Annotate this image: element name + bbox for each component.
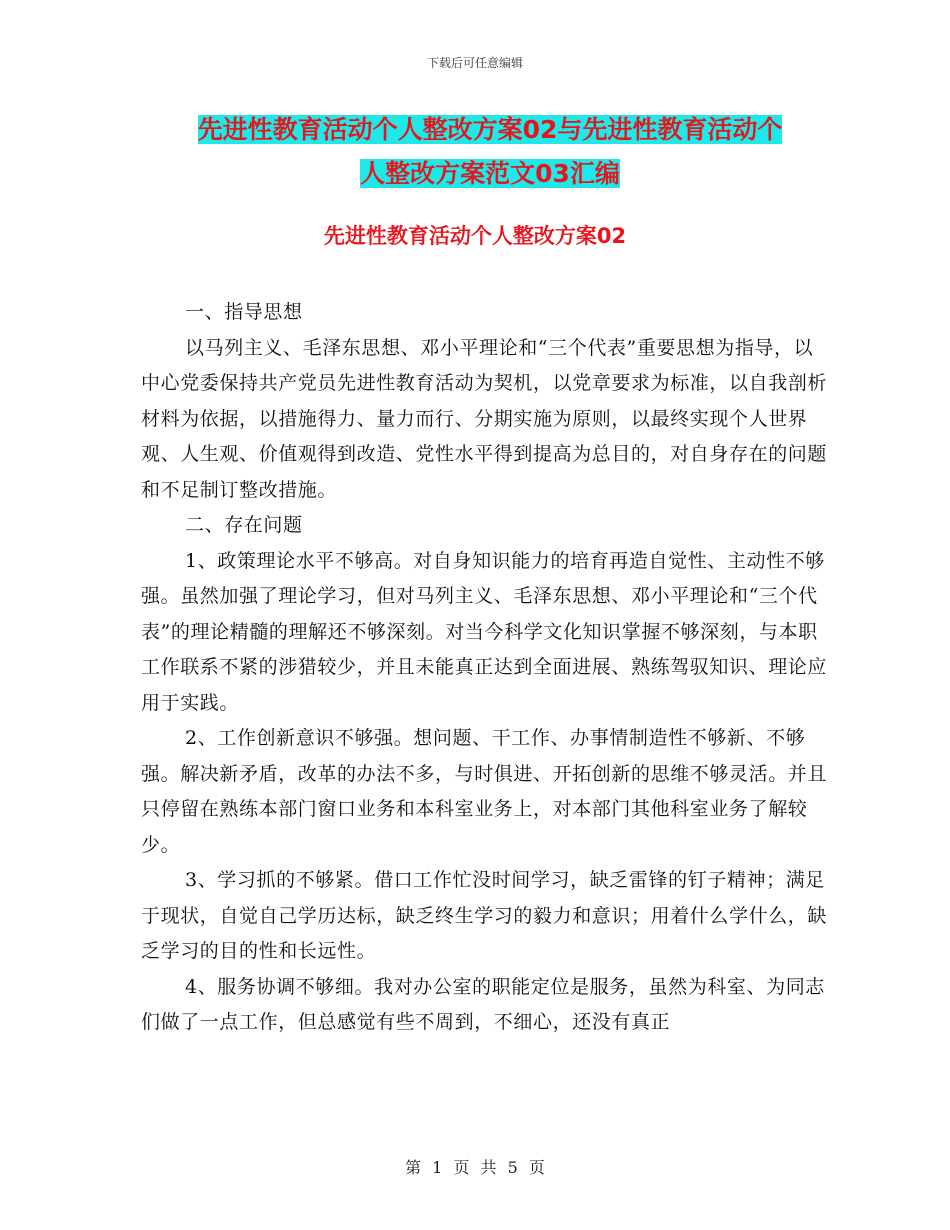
page-footer: 第 1 页 共 5 页 <box>405 1158 545 1177</box>
section-title: 先进性教育活动个人整改方案02 <box>323 224 627 248</box>
paragraph-problem-4: 4、服务协调不够细。我对办公室的职能定位是服务，虽然为科室、为同志们做了一点工作，但总感觉有些不周到，不细心，还没有真正 <box>141 975 825 1033</box>
heading-guiding-ideology: 一、指导思想 <box>185 301 303 323</box>
paragraph-problem-3: 3、学习抓的不够紧。借口工作忙没时间学习，缺乏雷锋的钉子精神；满足于现状，自觉自己学历达标，缺乏终生学习的毅力和意识；用着什么学什么，缺乏学习的目的性和长远性。 <box>141 869 828 962</box>
paragraph-problem-2: 2、工作创新意识不够强。想问题、干工作、办事情制造性不够新、不够强。解决新矛盾，改革的办法不多，与时俱进、开拓创新的思维不够灵活。并且只停留在熟练本部门窗口业务和本科室业务上，对本部门其他科室业务了解较少。 <box>141 727 828 856</box>
document-title <box>150 108 830 196</box>
heading-existing-problems: 二、存在问题 <box>185 514 303 536</box>
paragraph-problem-1: 1、政策理论水平不够高。对自身知识能力的培育再造自觉性、主动性不够强。虽然加强了理论学习，但对马列主义、毛泽东思想、邓小平理论和“三个代表”的理论精髓的理解还不够深刻。对当今科学文化知识掌握不够深刻，与本职工作联系不紧的涉猎较少，并且未能真正达到全面进展、熟练驾驭知识、理论应用于实践。 <box>141 549 828 714</box>
header-note: 下载后可任意编辑 <box>426 56 523 70</box>
title-line-1: 先进性教育活动个人整改方案02与先进性教育活动个 <box>197 115 783 144</box>
paragraph-guiding-ideology: 以马列主义、毛泽东思想、邓小平理论和“三个代表”重要思想为指导，以中心党委保持共产党员先进性教育活动为契机，以党章要求为标准，以自我剖析材料为依据，以措施得力、量力而行、分期实施为原则，以最终实现个人世界观、人生观、价值观得到改造、党性水平得到提高为总目的，对自身存在的问题和不足制订整改措施。 <box>141 336 828 501</box>
document-body <box>141 295 831 1041</box>
title-line-2: 人整改方案范文03汇编 <box>360 159 620 188</box>
